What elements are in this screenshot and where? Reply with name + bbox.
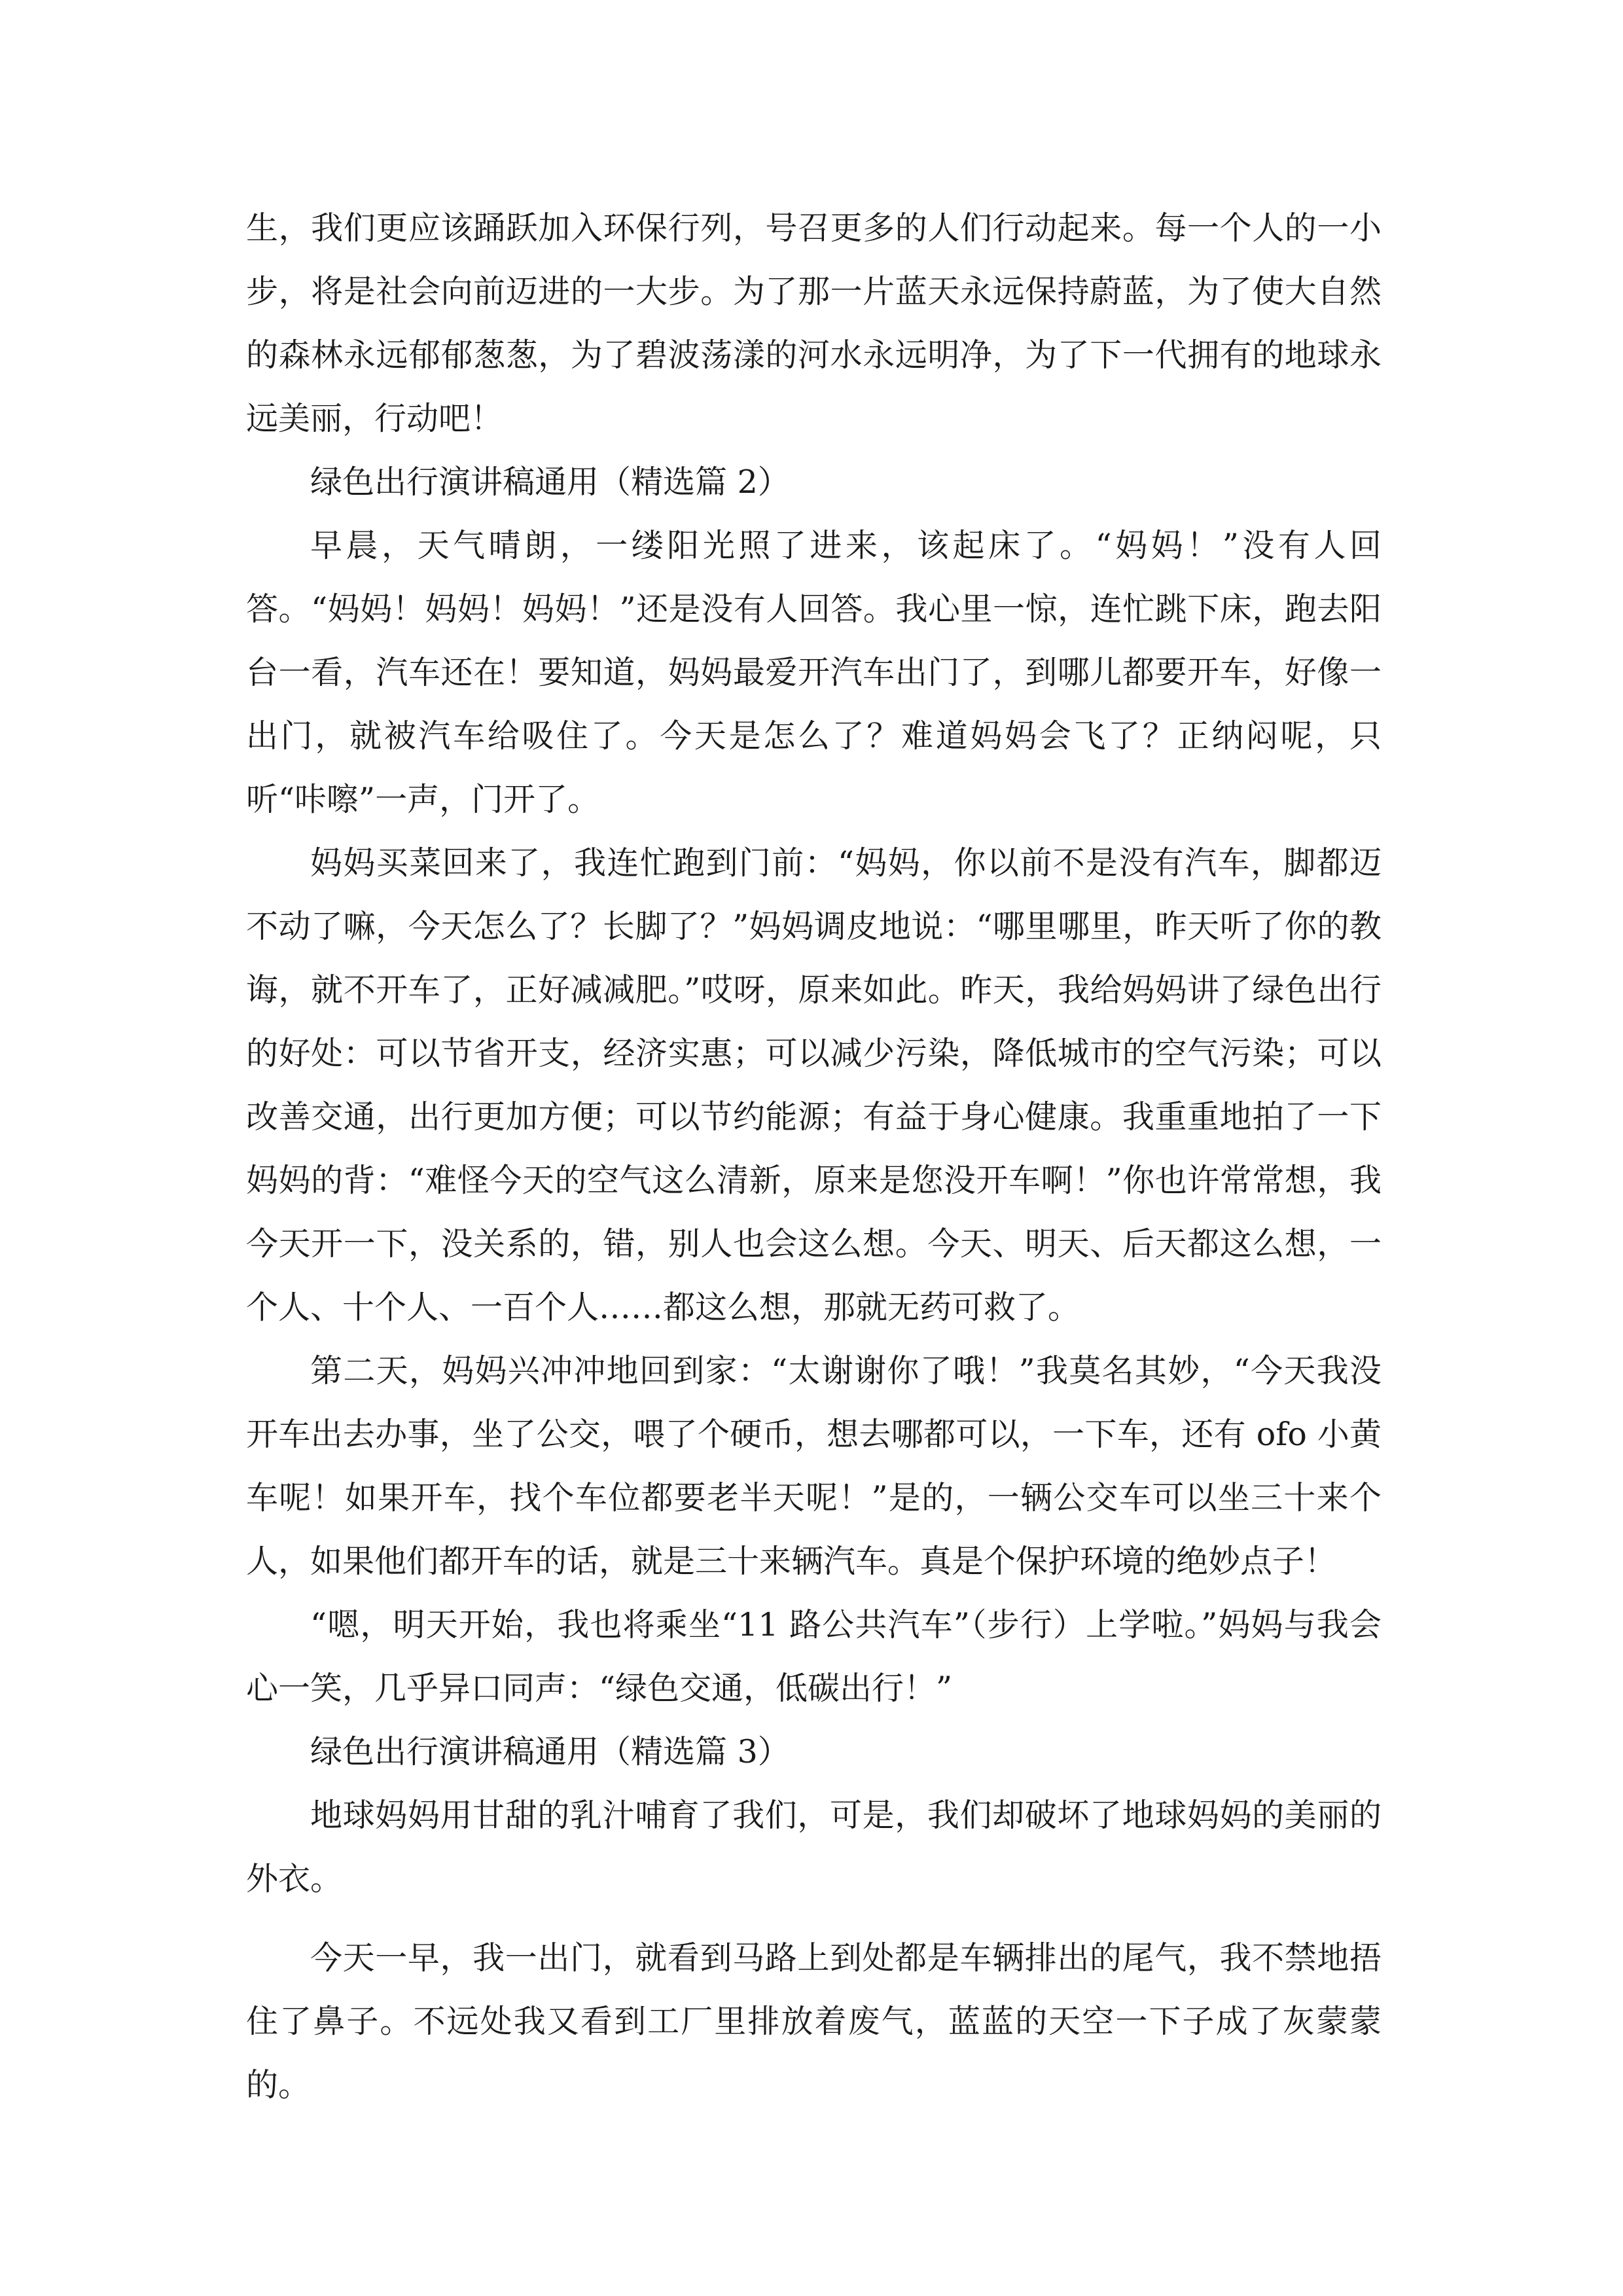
paragraph: “嗯，明天开始，我也将乘坐“11 路公共汽车”（步行）上学啦。”妈妈与我会心一笑，几乎异口同声：“绿色交通，低碳出行！”: [246, 1606, 1382, 1707]
paragraph: 早晨，天气晴朗，一缕阳光照了进来，该起床了。“妈妈！”没有人回答。“妈妈！妈妈！妈妈！”还是没有人回答。我心里一惊，连忙跳下床，跑去阳台一看，汽车还在！要知道，妈妈最爱开汽车出门了，到哪儿都要开车，好像一出门，就被汽车给吸住了。今天是怎么了？难道妈妈会飞了？正纳闷呢，只听“咔嚓”一声，门开了。: [246, 527, 1382, 818]
document-body: [246, 196, 1382, 2117]
paragraph: 第二天，妈妈兴冲冲地回到家：“太谢谢你了哦！”我莫名其妙，“今天我没开车出去办事，坐了公交，喂了个硬币，想去哪都可以，一下车，还有 ofo 小黄车呢！如果开车，找个车位都要老半天呢！”是的，一辆公交车可以坐三十来个人，如果他们都开车的话，就是三十来辆汽车。真是个保护环境的绝妙点子！: [246, 1352, 1382, 1580]
paragraph: 妈妈买菜回来了，我连忙跑到门前：“妈妈，你以前不是没有汽车，脚都迈不动了嘛，今天怎么了？长脚了？”妈妈调皮地说：“哪里哪里，昨天听了你的教诲，就不开车了，正好减减肥。”哎呀，原来如此。昨天，我给妈妈讲了绿色出行的好处：可以节省开支，经济实惠；可以减少污染，降低城市的空气污染；可以改善交通，出行更加方便；可以节约能源；有益于身心健康。我重重地拍了一下妈妈的背：“难怪今天的空气这么清新，原来是您没开车啊！”你也许常常想，我今天开一下，没关系的，错，别人也会这么想。今天、明天、后天都这么想，一个人、十个人、一百个人……都这么想，那就无药可救了。: [246, 844, 1382, 1326]
section-heading-2: 绿色出行演讲稿通用（精选篇 2）: [310, 463, 790, 501]
paragraph: 地球妈妈用甘甜的乳汁哺育了我们，可是，我们却破坏了地球妈妈的美丽的外衣。: [246, 1797, 1382, 1897]
paragraph-continuation: 生，我们更应该踊跃加入环保行列，号召更多的人们行动起来。每一个人的一小步，将是社会向前迈进的一大步。为了那一片蓝天永远保持蔚蓝，为了使大自然的森林永远郁郁葱葱，为了碧波荡漾的河水永远明净，为了下一代拥有的地球永远美丽，行动吧！: [246, 209, 1382, 437]
paragraph: 今天一早，我一出门，就看到马路上到处都是车辆排出的尾气，我不禁地捂住了鼻子。不远处我又看到工厂里排放着废气，蓝蓝的天空一下子成了灰蒙蒙的。: [246, 1939, 1382, 2104]
section-heading-3: 绿色出行演讲稿通用（精选篇 3）: [310, 1733, 790, 1770]
